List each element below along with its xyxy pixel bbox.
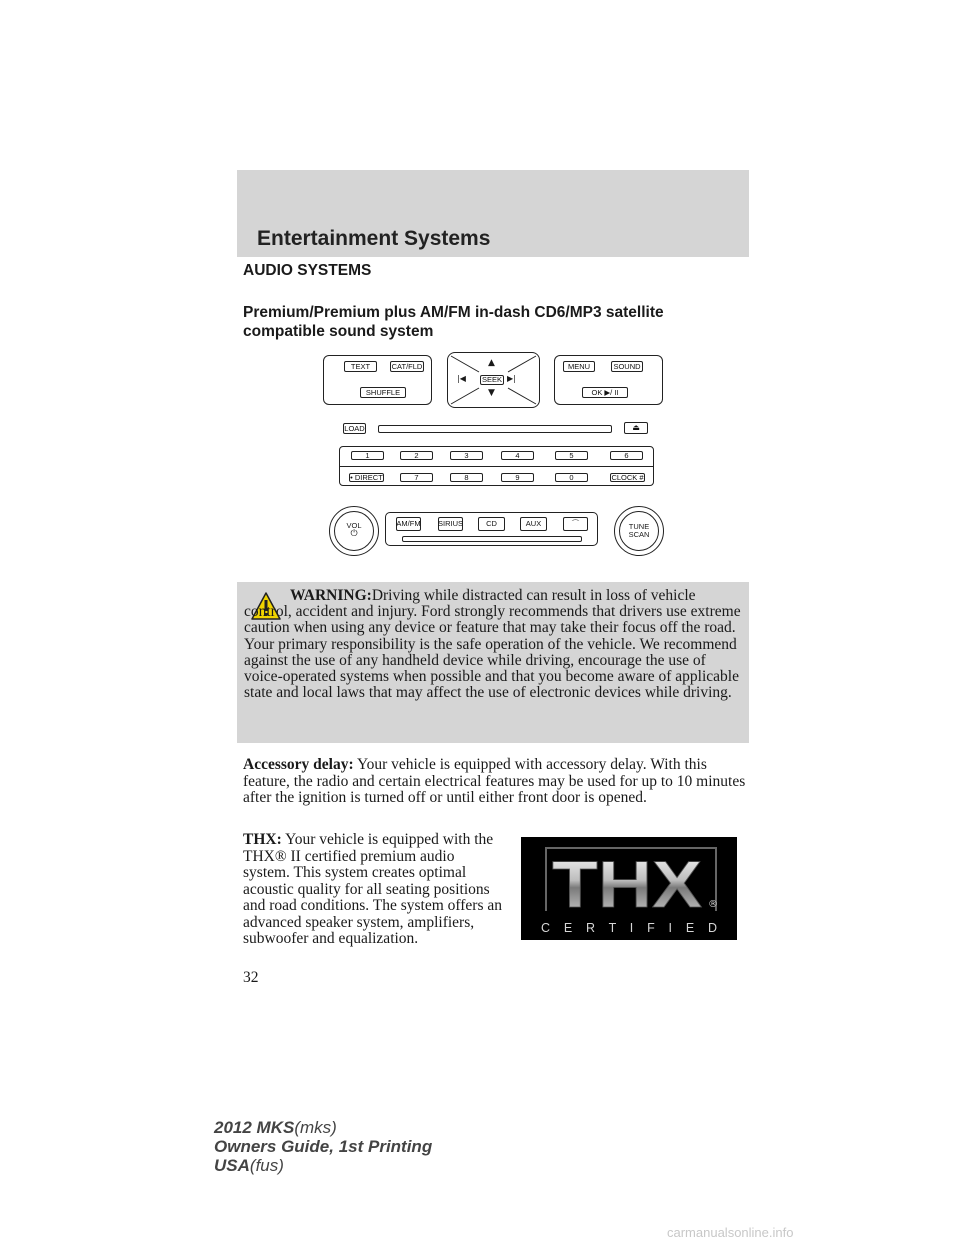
- footer-model-code: (mks): [294, 1118, 337, 1137]
- tune-label: TUNE: [628, 521, 650, 531]
- cd-slot: [378, 425, 612, 433]
- thx-paragraph: [243, 832, 505, 948]
- source-slot: [402, 536, 582, 542]
- radio-diagram: [320, 352, 665, 560]
- footer-region: USA: [214, 1156, 250, 1175]
- preset-divider: [339, 466, 654, 467]
- volume-label: VOL: [346, 520, 362, 530]
- direct-button[interactable]: • DIRECT: [350, 472, 383, 482]
- am-fm-button[interactable]: AM/FM: [396, 517, 421, 531]
- seek-prev-icon[interactable]: |◀: [457, 374, 466, 383]
- chapter-title: Entertainment Systems: [257, 227, 491, 250]
- preset-4-button[interactable]: 4: [501, 451, 534, 460]
- shuffle-button[interactable]: SHUFFLE: [360, 387, 406, 398]
- sirius-button[interactable]: SIRIUS: [438, 517, 463, 531]
- thx-logo-graphic: [521, 837, 737, 940]
- text-button[interactable]: TEXT: [344, 361, 377, 372]
- clock-button[interactable]: CLOCK #: [611, 472, 644, 482]
- footer-model: 2012 MKS: [214, 1118, 295, 1137]
- footer-region-code: (fus): [249, 1156, 284, 1175]
- tune-scan-knob[interactable]: [614, 506, 664, 556]
- phone-button[interactable]: ⌒: [563, 517, 588, 531]
- eject-button[interactable]: ⏏: [624, 422, 648, 434]
- menu-button[interactable]: MENU: [563, 361, 595, 372]
- seek-down-icon[interactable]: ▼: [488, 388, 495, 398]
- preset-1-button[interactable]: 1: [351, 451, 384, 460]
- thx-label: THX:: [243, 831, 282, 848]
- sub-heading: Premium/Premium plus AM/FM in-dash CD6/MP3 satellite compatible sound system: [243, 304, 664, 340]
- preset-6-button[interactable]: 6: [610, 451, 643, 460]
- thx-certified-logo: [521, 837, 737, 940]
- preset-8-button[interactable]: 8: [450, 473, 483, 482]
- cat-fld-button[interactable]: CAT/FLD: [391, 361, 423, 371]
- scan-label: SCAN: [628, 530, 650, 539]
- load-button[interactable]: LOAD: [344, 423, 365, 433]
- footer-printing: Owners Guide, 1st Printing: [214, 1137, 433, 1156]
- section-heading: AUDIO SYSTEMS: [243, 262, 372, 279]
- header-band: [237, 170, 749, 257]
- warning-box: [237, 582, 749, 743]
- thx-text: Your vehicle is equipped with the THX® II certified premium audio system. This system creates optimal acoustic quality for all seating positions and road conditions. The system offers an advanced speaker system, amplifiers, subwoofer and equalization.: [243, 831, 502, 947]
- thx-registered-mark: ®: [708, 899, 718, 910]
- document-footer: [214, 1118, 432, 1175]
- preset-0-button[interactable]: 0: [555, 473, 588, 482]
- preset-3-button[interactable]: 3: [450, 451, 483, 460]
- volume-knob[interactable]: [329, 506, 379, 556]
- seek-next-icon[interactable]: ▶|: [507, 374, 516, 383]
- accessory-label: Accessory delay:: [243, 756, 354, 773]
- sound-button[interactable]: SOUND: [611, 361, 643, 372]
- seek-label: SEEK: [481, 375, 502, 385]
- cd-button[interactable]: CD: [478, 517, 505, 531]
- warning-body: Driving while distracted can result in loss of vehicle control, accident and injury. Ford strongly recommends that drivers use extreme caution when using any device or feature that may take their focus off the road. Your primary responsibility is the safe operation of the vehicle. We recommend against the use of any handheld device while driving, encourage the use of voice-operated systems when possible and that you become aware of applicable state and local laws that may affect the use of electronic devices while driving.: [244, 587, 741, 702]
- certified-label: C E R T I F I E D: [541, 921, 717, 935]
- accessory-paragraph: [243, 757, 748, 807]
- preset-9-button[interactable]: 9: [501, 473, 534, 482]
- warning-text: [244, 588, 744, 701]
- power-icon: ⏻: [350, 529, 358, 540]
- preset-2-button[interactable]: 2: [400, 451, 433, 460]
- warning-label: WARNING:: [290, 587, 372, 604]
- preset-5-button[interactable]: 5: [555, 451, 588, 460]
- aux-button[interactable]: AUX: [520, 517, 547, 531]
- watermark-text: carmanualsonline.info: [667, 1225, 794, 1240]
- page-number: 32: [243, 969, 259, 986]
- ok-play-pause-button[interactable]: OK ▶/ II: [582, 387, 628, 398]
- accessory-text: Your vehicle is equipped with accessory delay. With this feature, the radio and certain electrical features may be used for up to 10 minutes after the ignition is turned off or until either front door is opened.: [243, 756, 746, 806]
- preset-7-button[interactable]: 7: [400, 473, 433, 482]
- seek-up-icon[interactable]: ▲: [488, 358, 495, 368]
- thx-wordmark: THX: [552, 847, 702, 921]
